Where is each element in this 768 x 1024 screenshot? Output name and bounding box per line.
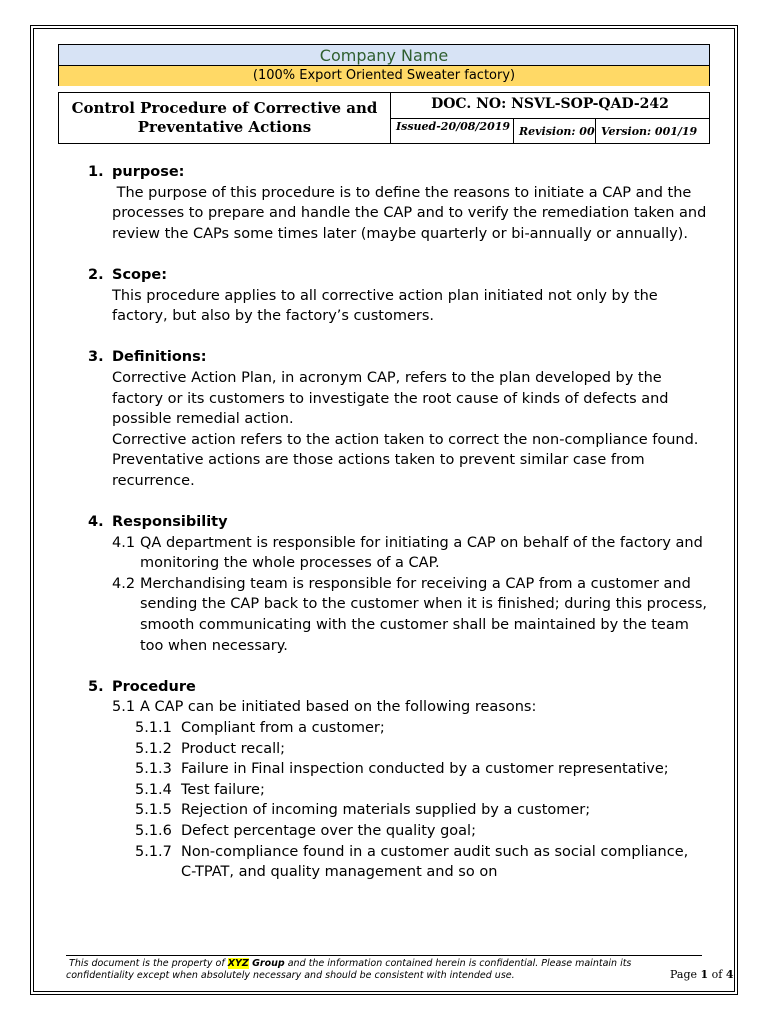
version: Version: 001/19 [601,124,698,138]
section-heading: purpose: [112,164,185,180]
item-text: QA department is responsible for initiating a CAP on behalf of the factory and monitoring the whole processes of a CAP. [140,534,703,572]
page-of: of [708,968,726,981]
footer-divider [66,955,702,956]
document-title [59,93,391,143]
item-text: Defect percentage over the quality goal; [181,823,476,839]
document-title-table [58,92,710,144]
item-number: 5.1.3 [135,761,172,778]
definition-preventative: Preventative actions are those actions taken to prevent similar case from recurrence. [112,452,645,489]
list-item [88,697,708,718]
item-number: 5.1.7 [135,843,172,860]
item-number: 5.1.5 [135,802,172,819]
section-heading: Definitions: [112,349,207,366]
section-number: 3. [88,349,104,366]
item-number: 5.1.2 [135,740,172,757]
section-number: 4. [88,514,104,531]
list-item [88,800,708,821]
revision: Revision: 00 [514,119,596,143]
list-item [88,780,708,801]
section-heading: Procedure [112,678,196,695]
footer-company-highlight: XYZ [227,958,249,969]
section-purpose [88,162,711,244]
item-text: Non-compliance found in a customer audit such as social compliance, C-TPAT, and quality management and so on [181,843,689,881]
section-scope [88,265,708,327]
section-number: 2. [88,266,104,283]
list-item [88,574,708,656]
confidentiality-footer [66,958,666,981]
item-text: Compliant from a customer; [181,720,385,737]
list-item [88,821,708,842]
section-procedure [88,677,708,883]
section-text: This procedure applies to all corrective action plan initiated not only by the factory, but also by the factory’s customers. [112,287,658,325]
item-number: 4.2 [112,575,136,592]
list-item [88,842,708,883]
page-total: 4 [725,968,734,981]
section-number: 1. [88,164,104,180]
issued-date: Issued-20/08/2019 [391,119,514,143]
item-text: Test failure; [181,781,265,798]
title-line-2: Preventative Actions [137,118,312,136]
title-line-1: Control Procedure of Corrective and [71,99,378,117]
page-current: 1 [700,968,709,981]
list-item [88,533,708,574]
item-text: A CAP can be initiated based on the following reasons: [140,699,537,716]
item-number: 5.1.6 [135,823,172,839]
section-heading: Scope: [112,266,168,283]
footer-text-post: and the information contained herein is confidential. Please maintain its confidentiality except when absolutely necessary and should be consistent with intended use. [66,958,632,981]
item-text: Rejection of incoming materials supplied by a customer; [181,802,591,819]
item-number: 4.1 [112,534,136,551]
definition-cap: Corrective Action Plan, in acronym CAP, refers to the plan developed by the factory or its customers to investigate the root cause of kinds of defects and possible remedial action. [112,369,669,428]
footer-group: Group [248,958,285,969]
list-item [88,739,708,760]
list-item [88,718,708,739]
item-number: 5.1.1 [135,720,172,737]
doc-number: DOC. NO: NSVL-SOP-QAD-242 [391,93,709,119]
company-subtitle: (100% Export Oriented Sweater factory) [59,66,709,86]
item-text: Product recall; [181,740,286,757]
company-header [58,44,710,86]
section-heading: Responsibility [112,514,228,531]
page-number [670,968,734,981]
list-item [88,759,708,780]
definition-corrective: Corrective action refers to the action taken to correct the non-compliance found. [112,431,699,448]
footer-text-pre: This document is the property of [69,958,228,969]
company-name: Company Name [59,45,709,66]
section-text: The purpose of this procedure is to define the reasons to initiate a CAP and the processes to prepare and handle the CAP and to verify the remediation taken and review the CAPs some times later (maybe quarterly or bi-annually or annually). [112,184,711,242]
item-text: Merchandising team is responsible for receiving a CAP from a customer and sending the CAP back to the customer when it is finished; during this process, smooth communicating with the customer shall be maintained by the team too when necessary. [140,575,708,654]
item-number: 5.1 [112,699,136,716]
document-body [88,162,711,903]
item-number: 5.1.4 [135,781,172,798]
page-label: Page [670,968,701,981]
item-text: Failure in Final inspection conducted by a customer representative; [181,761,669,778]
section-number: 5. [88,678,104,695]
section-definitions [88,347,708,491]
section-responsibility [88,512,708,656]
